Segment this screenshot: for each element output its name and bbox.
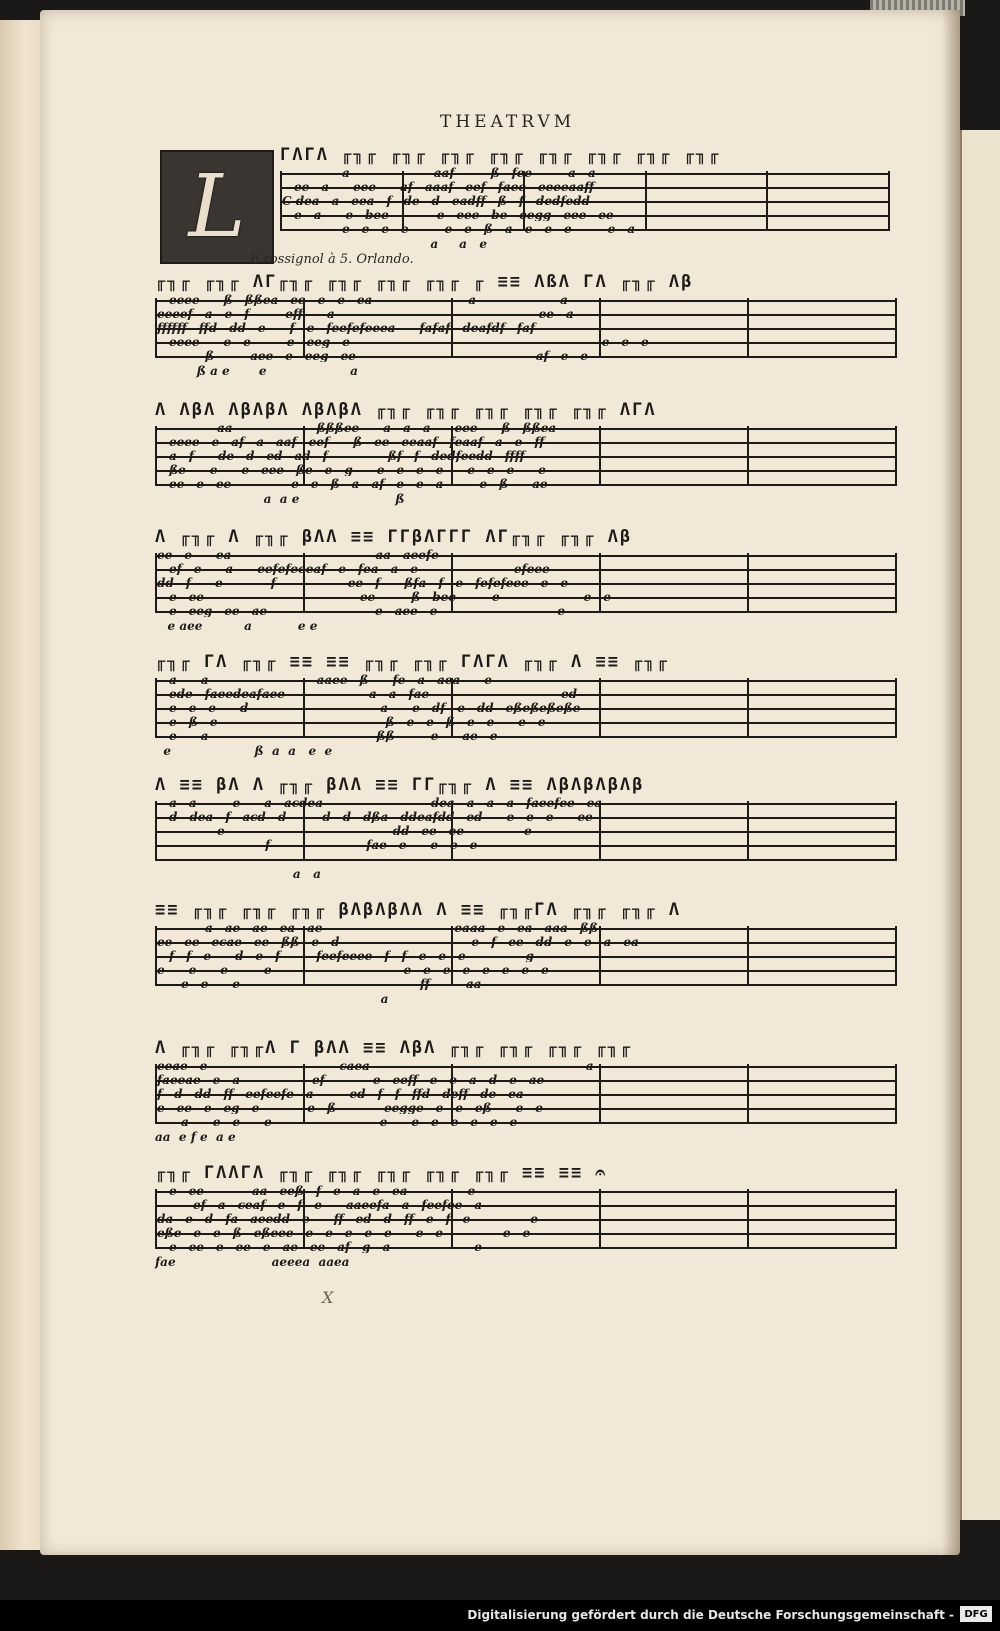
tablature-system: [155, 652, 897, 762]
rhythm-flags: Λ ╓╖╓ ╓╖╓Λ Γ βΛΛ ≡≡ ΛβΛ ╓╖╓ ╓╖╓ ╓╖╓ ╓╖╓: [155, 1038, 633, 1058]
tablature-row: —e—e—e——d———————————a——e—df—e—dd—eßeßeßeße—: [157, 702, 593, 714]
tablature-row: faeeae—e—a——————ef————e—eeff—e—e—a—d—e—ae: [157, 1074, 545, 1086]
bass-letters: ß a e e a: [155, 364, 358, 378]
tablature-row: —————aa———————ßßßee——a—a—a——eee——ß—ßßea: [157, 422, 557, 434]
rhythm-flags: ╓╖╓ ΓΛΛΓΛ ╓╖╓ ╓╖╓ ╓╖╓ ╓╖╓ ╓╖╓ ≡≡ ≡≡ 𝄐: [155, 1163, 607, 1183]
tablature-row: —ef—e——a——eefefeeeaf—e—fea—a—e————————efeee: [157, 563, 550, 575]
bass-letters: a: [155, 992, 389, 1006]
tablature-row: —ße——e——e—eee—ße—e—g——e—e—e—e——e—e—e——e—: [157, 464, 558, 476]
tablature-system: [155, 900, 897, 1010]
tablature-row: —————a———————aaf———ß—fee———a—a—: [282, 167, 608, 179]
signature-mark: X: [322, 1288, 334, 1307]
rhythm-flags: ΓΛΓΛ ╓╖╓ ╓╖╓ ╓╖╓ ╓╖╓ ╓╖╓ ╓╖╓ ╓╖╓ ╓╖╓: [280, 145, 721, 165]
facing-page-edge: [960, 130, 1000, 1520]
tablature-row: e——e——e———e———————————e—e—e—e—e—e—e—e: [157, 964, 549, 976]
tablature-system: [155, 272, 897, 382]
tablature-row: ee—ee—ecae—ee—ßß—e—d———————————e—f—ee—dd—e—e—a—ea: [157, 936, 639, 948]
tablature-row: —eeee——ß—ßßea—ee—e—e—ea————————a———————a——: [157, 294, 592, 306]
tablature-row: eeae—e———————————caea——————————————————a: [157, 1060, 594, 1072]
decorated-initial: [160, 150, 274, 264]
tablature-row: —ee—e—ee—————e—e—ß—a—af—e—e—a———e—ß——ae: [157, 478, 548, 490]
rhythm-flags: ≡≡ ╓╖╓ ╓╖╓ ╓╖╓ βΛβΛβΛΛ Λ ≡≡ ╓╖╓ΓΛ ╓╖╓ ╓╖╓ Λ: [155, 900, 682, 920]
tablature-row: e—ee—e—eg—e————e—ß————eegge—e—e—eß——e—e: [157, 1102, 543, 1114]
footer-text: Digitalisierung gefördert durch die Deutsche Forschungsgemeinschaft -: [467, 1608, 954, 1622]
bass-letters: fae aeeea aaea: [155, 1255, 350, 1269]
tablature-row: —e—a——e—bee————e—eee—be—eegg—eee—ee—: [282, 209, 626, 221]
tablature-system: [155, 400, 897, 510]
rhythm-flags: Λ ≡≡ βΛ Λ ╓╖╓ βΛΛ ≡≡ ΓΓ╓╖╓ Λ ≡≡ ΛβΛβΛβΛβ: [155, 775, 645, 795]
rhythm-flags: ╓╖╓ ╓╖╓ ΛΓ╓╖╓ ╓╖╓ ╓╖╓ ╓╖╓ ╓ ≡≡ ΛßΛ ΓΛ ╓╖╓ Λβ: [155, 272, 694, 292]
tablature-row: eeeef—a—e—f———eff——a—————————————————ee—a: [157, 308, 574, 320]
tablature-row: —————————f————————fae—e——e—e—e—: [157, 839, 490, 851]
tablature-row: ee—e——ea————————————aa—aeefe——————————————: [157, 549, 607, 561]
tablature-row: —e—ee—e—ee—e—ae—ee—af—g—a———————e: [157, 1241, 482, 1253]
rhythm-flags: Λ ╓╖╓ Λ ╓╖╓ βΛΛ ≡≡ ΓΓβΛΓΓΓ ΛΓ╓╖╓ ╓╖╓ Λβ: [155, 527, 633, 547]
tablature-row: ffffff—ffd—dd—e——f—e—feefefeeea——fafaf—deafdf—faf: [157, 322, 536, 334]
tablature-row: —e—ß—e——————————————ß—e—e—ß—e—e——e—e—: [157, 716, 558, 728]
tablature-system: [155, 1038, 897, 1148]
bass-letters: a a e ß: [155, 492, 405, 506]
tablature-row: ———ef—a—ceaf—e—f—e——aaeefa—a—feefee—a: [157, 1199, 483, 1211]
tablature-row: —e—eeg—ee—ae—————————e—aee—e——————————e: [157, 605, 565, 617]
tablature-system: [280, 145, 890, 255]
tablature-row: C dea—a—eea—f—de—d—eadff—ß—f—dedfedd: [282, 195, 590, 207]
bass-letters: e aee a e e: [155, 619, 318, 633]
rhythm-flags: ╓╖╓ ΓΛ ╓╖╓ ≡≡ ≡≡ ╓╖╓ ╓╖╓ ΓΛΓΛ ╓╖╓ Λ ≡≡ ╓╖╓: [155, 652, 669, 672]
tablature-row: —e—ee—————————————ee———ß—bee———e———————e—e: [157, 591, 611, 603]
tablature-row: —ee—a——eee——af—aaaf—eef—faee—eeeeaaff: [282, 181, 595, 193]
piece-title: E rossignol à 5. Orlando.: [250, 252, 414, 267]
tablature-row: ——e—e——e———————————————ff———aa—: [157, 978, 494, 990]
bass-letters: e ß a a e e: [155, 744, 333, 758]
tablature-row: ——a——e—e——e—————————e——e—e—e—e—e—e—: [157, 1116, 530, 1128]
tablature-row: —a——a—————————aaee—ß——fe—a—aea——e—————————: [157, 674, 600, 686]
tablature-row: —a—f——de—d—ed—ad—f—————ßf—f—dedfeedd—ffff—: [157, 450, 537, 462]
page-header: THEATRVM: [440, 112, 576, 132]
tablature-row: ————ß———aee—e—eeg—ee———————————————af—e—e: [157, 350, 588, 362]
tablature-row: —————e——————————————dd—ee—ee—————e———: [157, 825, 568, 837]
dfg-logo: DFG: [960, 1606, 992, 1622]
tablature-row: —e——a——————————————ßß———e——ae—e: [157, 730, 498, 742]
tablature-row: —eeee——e—e———e—eeg—e—————————————————————e—e—e—: [157, 336, 661, 348]
rhythm-flags: Λ ΛβΛ ΛβΛβΛ ΛβΛβΛ ╓╖╓ ╓╖╓ ╓╖╓ ╓╖╓ ╓╖╓ ΛΓΛ: [155, 400, 657, 420]
staff-line: [155, 859, 897, 861]
bass-letters: a a e: [280, 237, 488, 251]
bass-letters: a a: [155, 867, 321, 881]
tablature-row: —f—f—e——d—e—f———feefeeee—f—f—e—e—e—————g—: [157, 950, 546, 962]
tablature-row: —eeee—e—af—a—aaf—eef——ß—ee—eeaaf—feaaf—a—e—ff: [157, 436, 545, 448]
tablature-system: [155, 1163, 897, 1273]
tablature-row: f—d—dd—ff—eefeefe—a———ed—f—f—ffd—deff—de—ea: [157, 1088, 524, 1100]
footer-bar: [0, 1600, 1000, 1631]
initial-letter: L: [188, 157, 246, 257]
tablature-system: [155, 775, 897, 885]
tablature-row: —d—dea—f—acd—d———d—d—dßa—ddeafdd—ed——e—e—e——ee: [157, 811, 593, 823]
tablature-row: da—e—d—fa—aeedd—e——ff—ed—d—ff—e—f—e—————e: [157, 1213, 538, 1225]
tablature-row: eße—e—e—ß—eßeee—e—e—e—e—e——e—e—————e—e: [157, 1227, 531, 1239]
tablature-row: —ede—faeedeafaee———————a—a—fae———————————ed: [157, 688, 578, 700]
tablature-row: dd—f——e————f——————ee—f——ßfa—f—e—fefefeee—e—e: [157, 577, 568, 589]
tablature-row: —e—ee————aa—eeß—f—e—a—e—ea—————e: [157, 1185, 476, 1197]
tablature-row: —a—a———e——a—acdea—————————dea—a—a—a—faeefee—ea: [157, 797, 603, 809]
tablature-row: —————e—e—e—e———e—e—ß—a—e—e—e———e—a: [282, 223, 636, 235]
tablature-row: ————a—ae—ae—ea—ae———————————eaaa—e—ea—aaa—ßß: [157, 922, 598, 934]
bass-letters: aa e f e a e: [155, 1130, 236, 1144]
tablature-system: [155, 527, 897, 637]
